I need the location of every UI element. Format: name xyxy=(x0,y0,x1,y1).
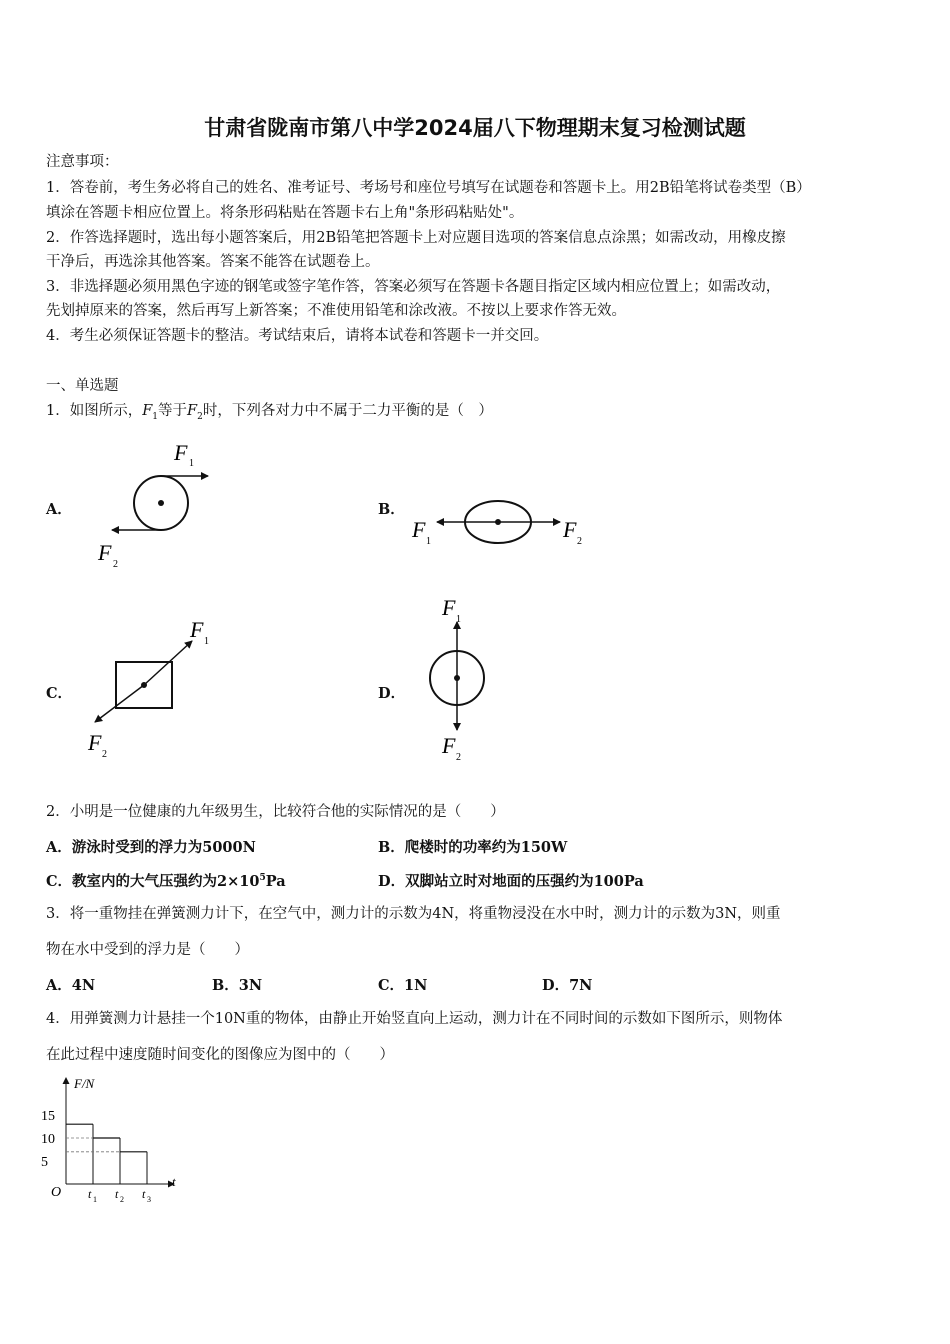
y-tick-label: 5 xyxy=(41,1155,48,1170)
notice-line: 3．非选择题必须用黑色字迹的钢笔或签字笔作答，答案必须写在答题卡各题目指定区域内相应位置上；如需改动， xyxy=(46,279,781,295)
figure-d xyxy=(420,590,510,765)
notice-line: 1．答卷前，考生务必将自己的姓名、准考证号、考场号和座位号填写在试题卷和答题卡上。用2B铅笔将试卷类型（B） xyxy=(46,180,811,196)
f2-sub: 2 xyxy=(456,752,461,763)
page-title: 甘肃省陇南市第八中学2024届八下物理期末复习检测试题 xyxy=(204,116,746,140)
x-axis-label: t xyxy=(172,1174,176,1189)
q2-option-c-unit: Pa xyxy=(265,873,286,890)
q1-stem-mid: 等于 xyxy=(158,403,188,419)
q1-option-b-label[interactable]: B． xyxy=(378,501,405,518)
force-time-chart xyxy=(40,1070,200,1210)
q1-option-a-label[interactable]: A． xyxy=(46,501,72,518)
x-tick-label: t xyxy=(88,1187,92,1201)
f1-label: F xyxy=(174,440,188,465)
q3-option-b[interactable]: B．3N xyxy=(212,977,263,994)
q1-f1: F xyxy=(142,403,153,419)
q2-option-d[interactable]: D．双脚站立时对地面的压强约为100Pa xyxy=(378,873,644,890)
notice-line: 填涂在答题卡相应位置上。将条形码粘贴在答题卡右上角"条形码粘贴处"。 xyxy=(46,205,524,221)
f2-sub: 2 xyxy=(113,559,118,570)
q1-f1-sub: 1 xyxy=(152,411,159,422)
q1-option-d-label[interactable]: D． xyxy=(378,685,406,702)
x-tick-label: t xyxy=(142,1187,146,1201)
x-tick-label: t xyxy=(115,1187,119,1201)
q3-option-d[interactable]: D．7N xyxy=(542,977,593,994)
f2-label: F xyxy=(442,733,456,758)
x-tick-subscript: 2 xyxy=(120,1195,124,1204)
q2-option-b[interactable]: B．爬楼时的功率约为150W xyxy=(378,839,568,856)
f1-sub: 1 xyxy=(204,636,209,647)
notice-heading: 注意事项： xyxy=(46,154,119,170)
center-dot xyxy=(158,500,164,506)
notice-line: 2．作答选择题时，选出每小题答案后，用2B铅笔把答题卡上对应题目选项的答案信息点涂黑；如需改动，用橡皮擦 xyxy=(46,230,786,246)
figure-c xyxy=(80,612,230,762)
f1-sub: 1 xyxy=(189,458,194,469)
notice-line: 4．考生必须保证答题卡的整洁。考试结束后，请将本试卷和答题卡一并交回。 xyxy=(46,328,549,344)
q1-f2: F xyxy=(187,403,198,419)
f1-label: F xyxy=(442,595,456,620)
q2-option-c[interactable] xyxy=(46,870,286,891)
f1-label: F xyxy=(190,617,204,642)
q1-stem-prefix: 1．如图所示， xyxy=(46,403,143,419)
question-4-line: 在此过程中速度随时间变化的图像应为图中的（ ） xyxy=(46,1047,394,1063)
notice-line: 干净后，再选涂其他答案。答案不能答在试题卷上。 xyxy=(46,254,380,270)
f2-label: F xyxy=(98,540,112,565)
figure-a xyxy=(90,430,230,580)
f2-label: F xyxy=(88,730,102,755)
q2-option-c-exponent: 5 xyxy=(259,873,266,884)
force-arrow-f2 xyxy=(95,685,144,722)
question-1-stem xyxy=(46,401,493,427)
x-tick-subscript: 3 xyxy=(147,1195,151,1204)
origin-label: O xyxy=(51,1185,62,1200)
f2-sub: 2 xyxy=(577,536,582,547)
q2-option-a[interactable]: A．游泳时受到的浮力为5000N xyxy=(46,839,256,856)
f1-sub: 1 xyxy=(456,614,461,625)
q1-option-c-label[interactable]: C． xyxy=(46,685,73,702)
x-tick-subscript: 1 xyxy=(93,1195,97,1204)
question-3-line: 3．将一重物挂在弹簧测力计下，在空气中，测力计的示数为4N，将重物浸没在水中时，测力计的示数为3N，则重 xyxy=(46,906,781,922)
q3-option-c[interactable]: C．1N xyxy=(378,977,428,994)
question-3-line: 物在水中受到的浮力是（ ） xyxy=(46,942,249,958)
question-4-line: 4．用弹簧测力计悬挂一个10N重的物体，由静止开始竖直向上运动，测力计在不同时间的示数如下图所示，则物体 xyxy=(46,1011,783,1027)
f2-sub: 2 xyxy=(102,749,107,760)
section-heading: 一、单选题 xyxy=(46,378,119,394)
q1-f2-sub: 2 xyxy=(197,411,203,422)
figure-b xyxy=(405,490,605,560)
question-2-stem: 2．小明是一位健康的九年级男生，比较符合他的实际情况的是（ ） xyxy=(46,804,505,820)
f1-sub: 1 xyxy=(426,536,431,547)
q1-stem-suffix: 时，下列各对力中不属于二力平衡的是（ ） xyxy=(202,403,493,419)
q2-option-c-text: C．教室内的大气压强约为2×10 xyxy=(46,873,260,890)
notice-line: 先划掉原来的答案，然后再写上新答案；不准使用铅笔和涂改液。不按以上要求作答无效。 xyxy=(46,303,626,319)
y-tick-label: 10 xyxy=(41,1132,55,1147)
q3-option-a[interactable]: A．4N xyxy=(46,977,96,994)
y-axis-label: F/N xyxy=(74,1076,95,1091)
y-tick-label: 15 xyxy=(41,1109,55,1124)
f1-label: F xyxy=(412,517,426,542)
f2-label: F xyxy=(563,517,577,542)
